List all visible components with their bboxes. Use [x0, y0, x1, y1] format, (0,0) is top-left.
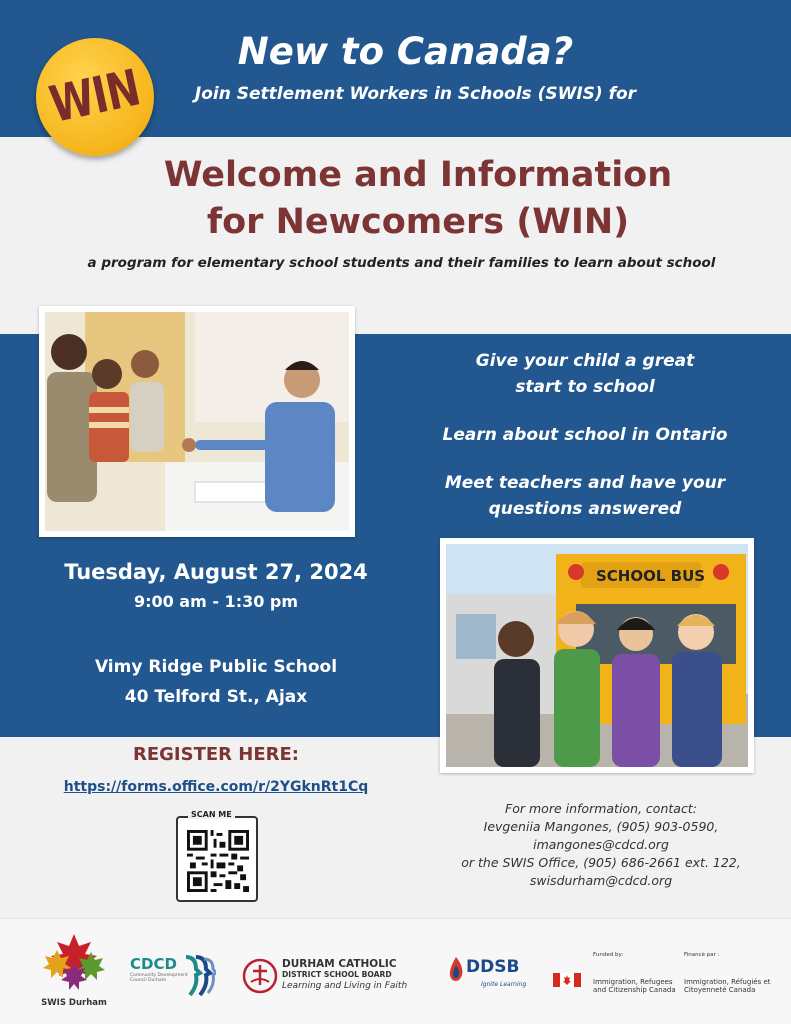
cdcd-logo-sub1: Community Development — [130, 973, 188, 978]
register-heading: REGISTER HERE: — [132, 744, 299, 765]
event-datetime — [60, 560, 372, 611]
dcdsb-crest-icon — [242, 958, 278, 994]
qr-code[interactable] — [176, 810, 258, 902]
contact-office-email[interactable]: swisdurham@cdcd.org — [529, 873, 673, 888]
event-location — [60, 652, 372, 712]
dcdsb-tagline: Learning and Living in Faith — [282, 981, 408, 991]
ddsb-logo — [446, 955, 536, 997]
dcdsb-name-line1: DURHAM CATHOLIC — [282, 958, 397, 970]
school-bus-photo — [440, 538, 754, 773]
program-title-line1: Welcome and Information — [163, 155, 673, 195]
funded-by-en: Funded by: — [593, 952, 624, 958]
benefit-item: Give your child a great start to school — [475, 351, 695, 397]
benefits-list — [420, 348, 750, 544]
headline: New to Canada? — [237, 30, 574, 73]
event-time: 9:00 am - 1:30 pm — [133, 592, 299, 611]
faces-profile-icon — [182, 955, 216, 997]
win-badge-text: WIN — [45, 59, 145, 135]
contact-info — [436, 800, 766, 890]
ircc-funding — [553, 952, 769, 1002]
contact-intro: For more information, contact: — [505, 801, 697, 816]
swis-durham-caption: SWIS Durham — [41, 998, 107, 1008]
program-title-line2: for Newcomers (WIN) — [206, 202, 630, 242]
dcdsb-name-line2: DISTRICT SCHOOL BOARD — [282, 970, 392, 979]
canada-flag-icon — [553, 973, 581, 987]
program-tagline: a program for elementary school students and their families to learn about school — [87, 255, 716, 271]
event-address: 40 Telford St., Ajax — [124, 687, 308, 707]
swis-durham-logo — [36, 932, 112, 1014]
benefit-item: Meet teachers and have your questions answered — [444, 473, 726, 519]
qr-code-icon — [187, 830, 249, 892]
funded-by-fr: Financé par : — [684, 952, 720, 958]
contact-person: Ievgeniia Mangones, (905) 903-0590, — [483, 819, 719, 834]
contact-email[interactable]: imangones@cdcd.org — [533, 837, 669, 852]
registration-link[interactable]: https://forms.office.com/r/2YGknRt1Cq — [63, 779, 369, 795]
subheadline: Join Settlement Workers in Schools (SWIS) for — [194, 84, 637, 104]
ddsb-tagline: Ignite Learning — [481, 981, 527, 988]
qr-label: SCAN ME — [188, 810, 235, 819]
ircc-name-fr: Immigration, Réfugiés et Citoyenneté Canada — [684, 978, 771, 994]
ircc-name-en: Immigration, Refugees and Citizenship Canada — [593, 978, 676, 994]
cdcd-logo-text: CDCD — [130, 955, 177, 973]
dcdsb-logo — [242, 958, 422, 998]
school-bus-illustration — [446, 544, 748, 767]
contact-office: or the SWIS Office, (905) 686-2661 ext. 122, — [461, 855, 741, 870]
benefit-item: Learn about school in Ontario — [442, 425, 728, 445]
cdcd-logo — [130, 955, 220, 1001]
event-venue: Vimy Ridge Public School — [94, 657, 338, 677]
maple-leaves-icon — [39, 932, 109, 992]
family-meeting-photo — [39, 306, 355, 537]
svg-text:SCHOOL BUS: SCHOOL BUS — [596, 567, 706, 585]
cdcd-logo-sub2: Council Durham — [130, 978, 167, 983]
flame-icon — [446, 955, 466, 983]
ddsb-logo-text: DDSB — [466, 957, 520, 977]
program-title — [0, 152, 791, 246]
event-date: Tuesday, August 27, 2024 — [64, 560, 368, 584]
family-meeting-illustration — [45, 312, 349, 531]
